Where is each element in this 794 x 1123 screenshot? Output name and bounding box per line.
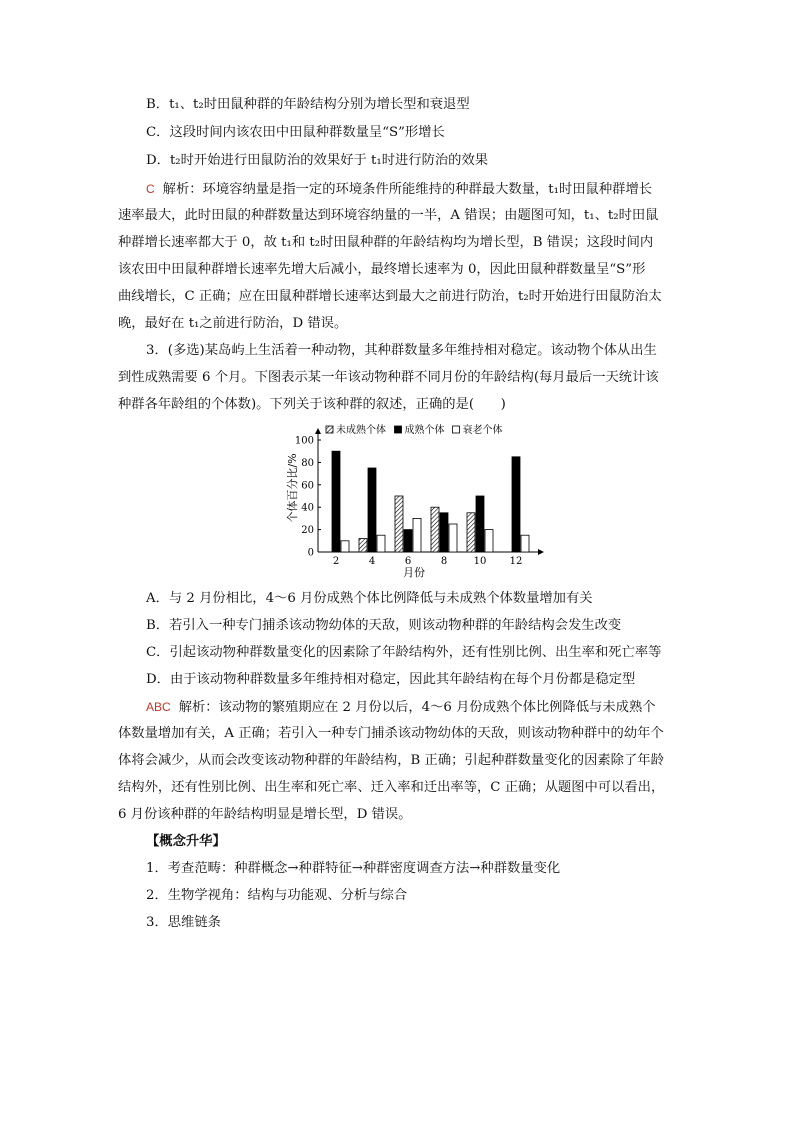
y-tick-label: 80 [301, 457, 314, 469]
age-structure-bar-chart [286, 418, 546, 580]
x-tick-label: 12 [509, 556, 523, 567]
y-tick-label: 20 [301, 525, 314, 537]
x-tick-label: 8 [440, 556, 448, 567]
concept-title: 【概念升华】 [146, 834, 226, 849]
q3-option-b: B．若引入一种专门捕杀该动物幼体的天敌，则该动物种群的年龄结构会发生改变 [146, 618, 622, 633]
q3-stem-line-1: 3．(多选)某岛屿上生活着一种动物，其种群数量多年维持相对稳定。该动物个体从出生 [146, 343, 657, 358]
y-tick-label: 100 [294, 435, 314, 447]
q2-answer-key: C [146, 182, 155, 196]
q2-explanation-line-3: 种群增长速率都大于 0，故 t₁和 t₂时田鼠种群的年龄结构均为增长型，B 错误；这段时间内 [118, 235, 654, 250]
q3-explanation-line-4: 结构外，还有性别比例、出生率和死亡率、迁入率和迁出率等，C 正确；从题图中可以看出， [118, 780, 665, 795]
legend-label: 成熟个体 [404, 425, 445, 436]
q3-stem-line-2: 到性成熟需要 6 个月。下图表示某一年该动物种群不同月份的年龄结构(每月最后一天统计该 [118, 370, 659, 385]
y-axis-arrow [315, 428, 321, 434]
concept-item-3: 3．思维链条 [146, 915, 221, 930]
y-axis-label: 个体百分比/% [286, 453, 299, 523]
legend-swatch [453, 426, 460, 433]
q2-explanation-line-4: 该农田中田鼠种群增长速率先增大后减小，最终增长速率为 0，因此田鼠种群数量呈“S”形 [118, 262, 646, 277]
q3-answer-key: ABC [146, 700, 171, 714]
q3-stem-line-3: 种群各年龄组的个体数)。下列关于该种群的叙述，正确的是( ) [118, 397, 506, 412]
bar [476, 496, 484, 552]
q3-explanation-line-5: 6 月份该种群的年龄结构明显是增长型，D 错误。 [118, 807, 412, 822]
y-tick-label: 0 [307, 547, 314, 559]
q2-explanation-line-6: 晚，最好在 t₁之前进行防治，D 错误。 [118, 316, 348, 331]
q2-explanation-line-2: 速率最大，此时田鼠的种群数量达到环境容纳量的一半，A 错误；由题图可知，t₁、t₂时田鼠 [118, 208, 659, 223]
bar [431, 507, 439, 552]
bar [359, 539, 367, 552]
option-d-line: D．t₂时开始进行田鼠防治的效果好于 t₁时进行防治的效果 [146, 153, 489, 168]
q3-option-d: D．由于该动物种群数量多年维持相对稳定，因此其年龄结构在每个月份都是稳定型 [146, 672, 636, 687]
legend-swatch [395, 426, 402, 433]
x-axis-label: 月份 [403, 566, 425, 579]
option-b-line: B．t₁、t₂时田鼠种群的年龄结构分别为增长型和衰退型 [146, 97, 470, 112]
legend-label: 衰老个体 [462, 425, 503, 436]
bar [521, 535, 529, 552]
bar [512, 457, 520, 552]
bar [413, 518, 421, 552]
bar [440, 513, 448, 552]
x-axis-arrow [538, 549, 544, 555]
bar [368, 468, 376, 552]
x-tick-label: 4 [368, 556, 376, 567]
bar [395, 496, 403, 552]
q3-explanation-line-1 [146, 698, 656, 717]
bar [377, 535, 385, 552]
q3-explanation-line-3: 体将会减少，从而会改变该动物种群的年龄结构，B 正确；引起种群数量变化的因素除了年龄 [118, 753, 664, 768]
concept-item-2: 2．生物学视角：结构与功能观、分析与综合 [146, 888, 408, 903]
q3-option-c: C．引起该动物种群数量变化的因素除了年龄结构外，还有性别比例、出生率和死亡率等 [146, 645, 662, 660]
y-tick-label: 60 [301, 480, 314, 492]
bar [332, 451, 340, 552]
x-tick-label: 6 [404, 556, 412, 567]
q3-explanation-text: 解析：该动物的繁殖期应在 2 月份以后，4～6 月份成熟个体比例降低与未成熟个 [178, 700, 656, 715]
bar [485, 530, 493, 552]
q3-explanation-line-2: 体数量增加有关，A 正确；若引入一种专门捕杀该动物幼体的天敌，则该动物种群中的幼年个 [118, 726, 664, 741]
q2-explanation-line-1 [146, 180, 652, 199]
y-tick-label: 40 [301, 502, 314, 514]
bar [341, 541, 349, 552]
legend-swatch [326, 426, 333, 433]
concept-item-1: 1．考查范畴：种群概念→种群特征→种群密度调查方法→种群数量变化 [146, 861, 561, 876]
q2-explanation-text: 解析：环境容纳量是指一定的环境条件所能维持的种群最大数量，t₁时田鼠种群增长 [162, 182, 653, 197]
option-c-line: C．这段时间内该农田中田鼠种群数量呈“S”形增长 [146, 125, 445, 140]
bar [467, 513, 475, 552]
x-tick-label: 10 [473, 556, 487, 567]
q2-explanation-line-5: 曲线增长，C 正确；应在田鼠种群增长速率达到最大之前进行防治，t₂时开始进行田鼠防治太 [118, 289, 662, 304]
q3-option-a: A．与 2 月份相比，4～6 月份成熟个体比例降低与未成熟个体数量增加有关 [146, 591, 593, 606]
legend-label: 未成熟个体 [336, 425, 386, 436]
bar [449, 524, 457, 552]
x-tick-label: 2 [332, 556, 340, 567]
bar [404, 530, 412, 552]
